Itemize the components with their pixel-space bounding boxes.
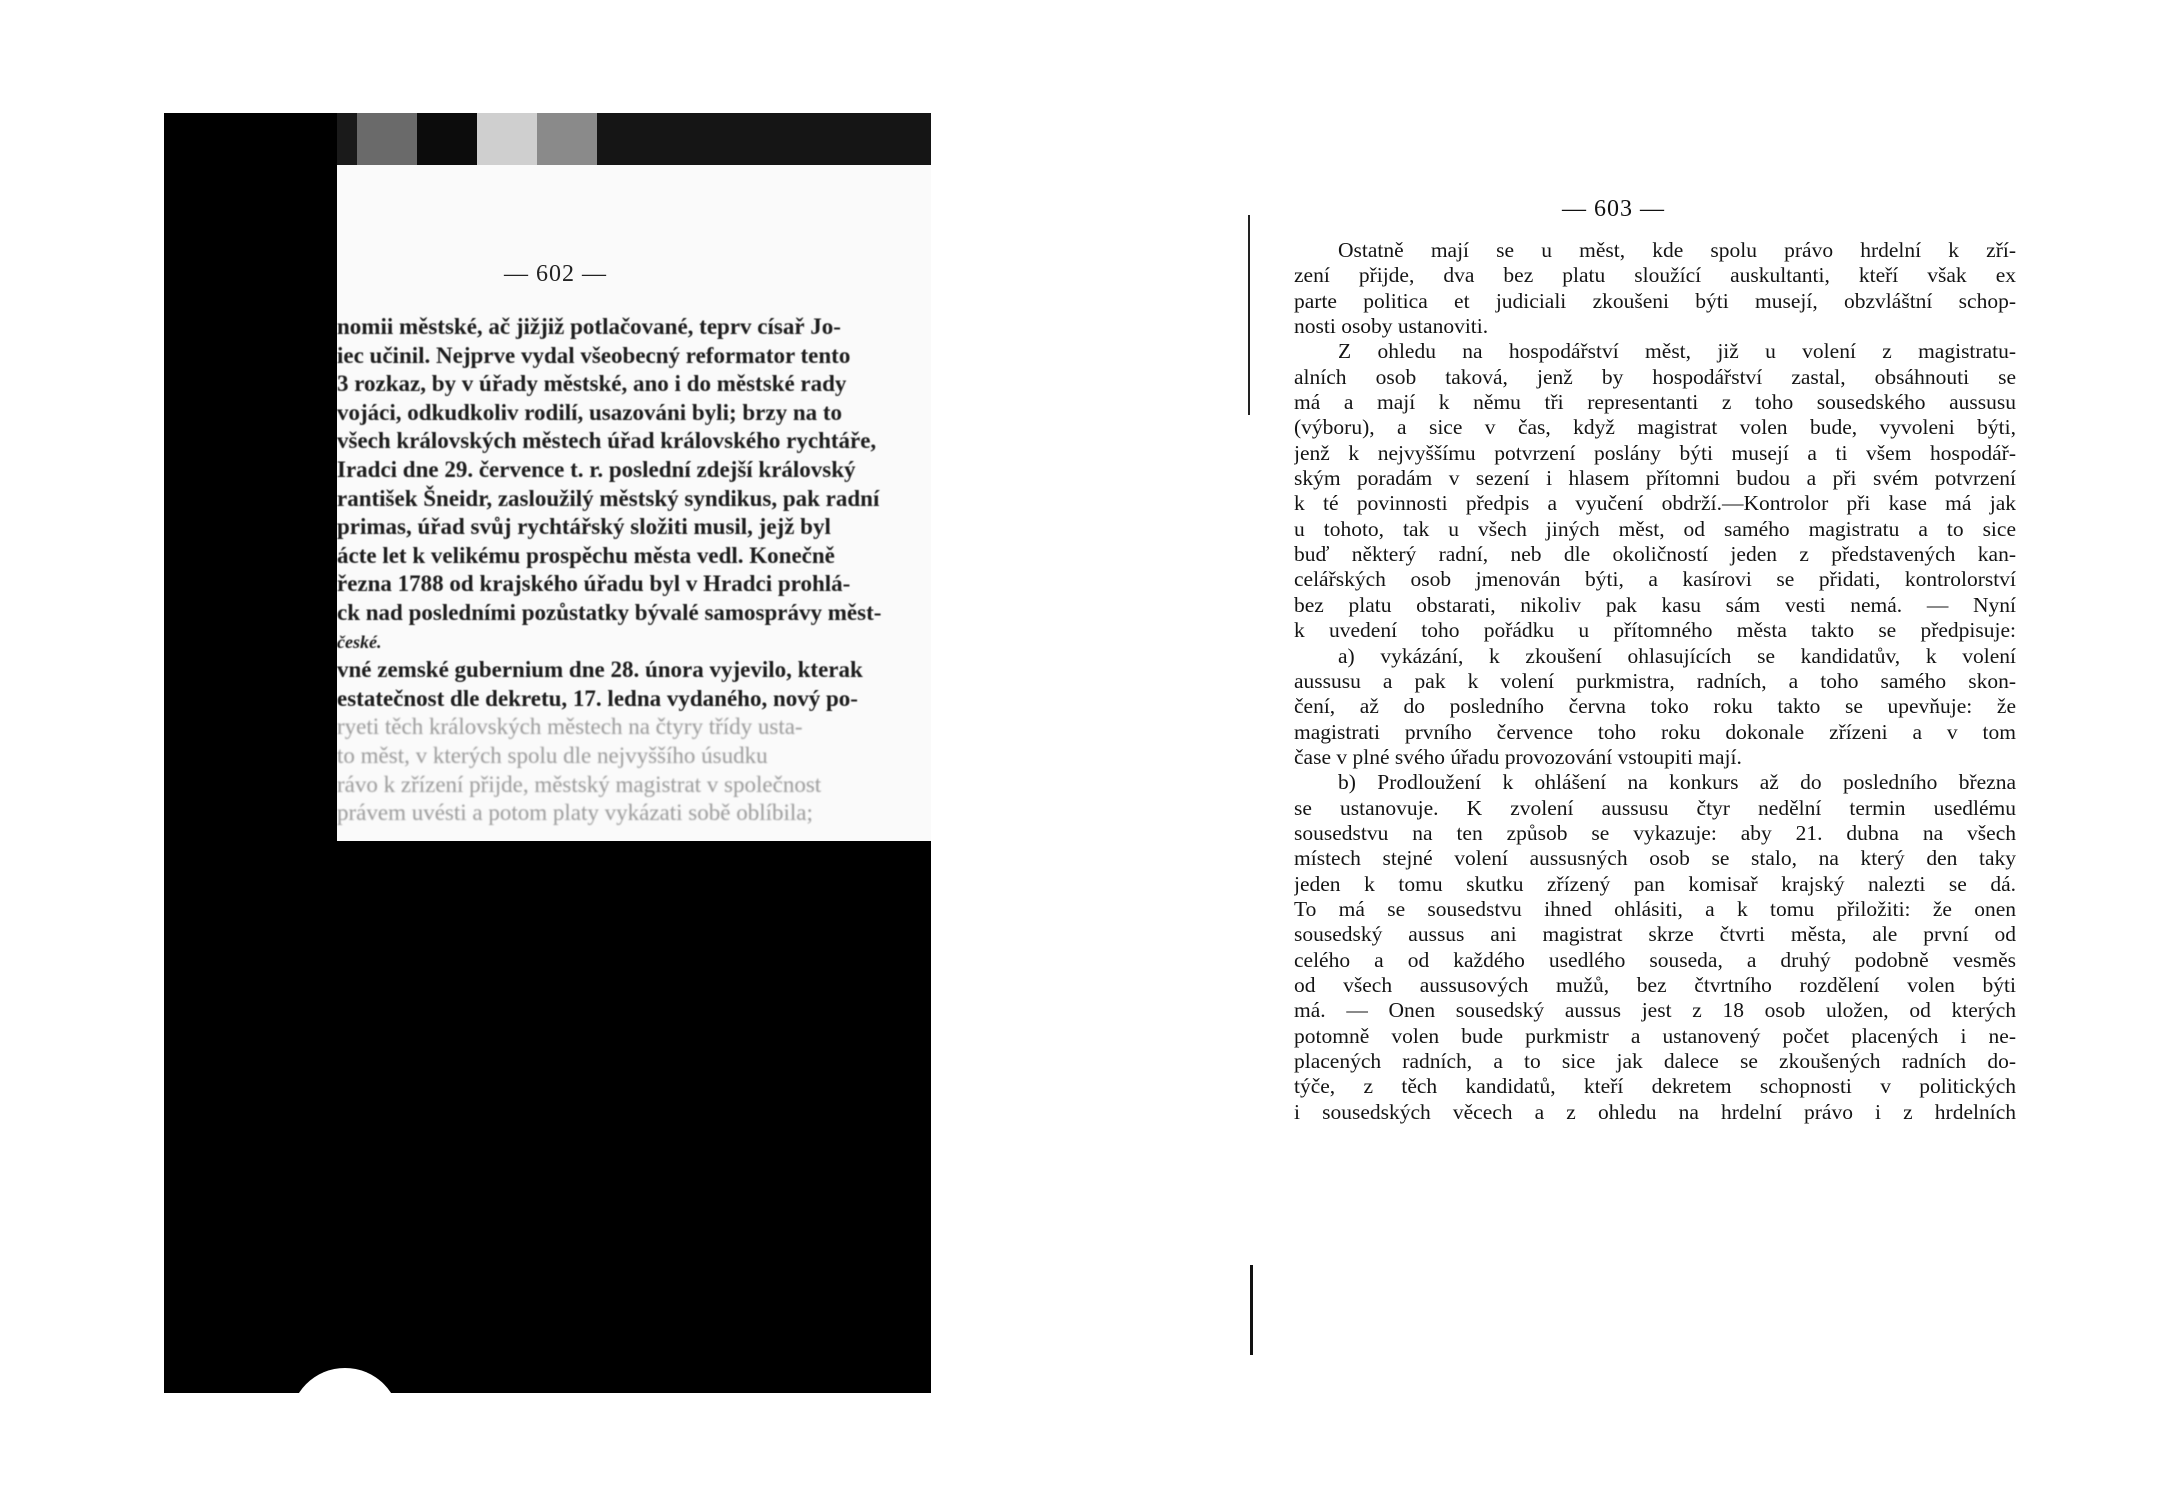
- left-text-line: české.: [337, 631, 382, 652]
- left-text-line: všech královských městech úřad královského rychtáře,: [337, 428, 877, 454]
- right-text-line: celářských osob jmenován býti, a kasírovi se přidati, kontrolorství: [1294, 567, 2016, 592]
- left-page: [337, 165, 931, 841]
- right-text-line: nosti osoby ustanoviti.: [1294, 314, 1489, 339]
- left-text-line: ácte let k velikému prospěchu města vedl. Konečně: [337, 542, 835, 568]
- right-text-line: má. — Onen sousedský aussus jest z 18 osob uložen, od kterých: [1294, 998, 2016, 1023]
- right-text-line: čení, až do posledního června toko roku takto se upevňuje: že: [1294, 694, 2016, 719]
- right-text-line: jeden k tomu skutku zřízený pan komisař krajský nalezti se dá.: [1294, 871, 2016, 896]
- right-text-line: se ustanovuje. K zvolení aussusu čtyr nedělní termin usedlému: [1294, 795, 2016, 820]
- left-text-line: 3 rozkaz, by v úřady městské, ano i do městské rady: [337, 371, 847, 397]
- left-page-text: [337, 313, 931, 828]
- left-text-line: estatečnost dle dekretu, 17. ledna vydaného, nový po-: [337, 685, 858, 711]
- right-text-line: a) vykázání, k zkoušení ohlasujících se kandidatův, k volení: [1338, 643, 2016, 668]
- right-page-number: — 603 —: [1562, 196, 1665, 222]
- right-text-line: aussusu a pak k volení purkmistra, radních, a toho samého skon-: [1294, 668, 2016, 693]
- right-text-line: u tohoto, tak u všech jiných měst, od samého magistratu a to sice: [1294, 516, 2016, 541]
- right-text-line: k uvedení toho pořádku u přítomného města takto se předpisuje:: [1294, 618, 2016, 643]
- right-page-text: [1294, 238, 2016, 1238]
- left-text-line: primas, úřad svůj rychtářský složiti musil, jejž byl: [337, 514, 831, 540]
- right-text-line: potomně volen bude purkmistr a ustanovený počet placených i ne-: [1294, 1023, 2016, 1048]
- left-page-top-strip: [337, 113, 931, 165]
- right-text-line: Ostatně mají se u měst, kde spolu právo hrdelní k zří-: [1338, 238, 2016, 262]
- right-text-line: celého a od každého usedlého souseda, a druhý podobně vesměs: [1294, 947, 2016, 972]
- right-text-line: k té povinnosti předpis a vyučení obdrží.—Kontrolor při kase má jak: [1294, 491, 2016, 516]
- page-edge-mark: [1248, 215, 1250, 415]
- left-text-line: rávo k zřízení přijde, městský magistrat v společnost: [337, 771, 822, 797]
- right-text-line: (výboru), a sice v čas, když magistrat volen bude, vyvoleni býti,: [1294, 415, 2016, 440]
- left-text-line: rantišek Šneidr, zasloužilý městský syndikus, pak radní: [337, 485, 880, 511]
- right-text-line: bez platu obstarati, nikoliv pak kasu sám vesti nemá. — Nyní: [1294, 592, 2016, 617]
- left-text-line: Iradci dne 29. července t. r. poslední zdejší královský: [337, 456, 856, 482]
- right-text-line: To má se sousedstvu ihned ohlásiti, a k tomu přiložiti: že onen: [1294, 896, 2016, 921]
- right-text-line: sousedstvu na ten způsob se vykazuje: aby 21. dubna na všech: [1294, 820, 2016, 845]
- right-text-line: jenž k nejvyššímu potvrzení poslány býti musejí a ti všem hospodář-: [1294, 440, 2016, 465]
- right-text-line: ským poradám v sezení i hlasem přítomni budou a při svém potvrzení: [1294, 466, 2016, 491]
- left-text-line: řezna 1788 od krajského úřadu byl v Hradci prohlá-: [337, 571, 851, 597]
- left-text-line: vné zemské gubernium dne 28. února vyjevilo, kterak: [337, 657, 863, 683]
- right-text-line: i sousedských věcech a z ohledu na hrdelní právo i z hrdelních: [1294, 1099, 2016, 1124]
- page-edge-mark: [1250, 1265, 1253, 1355]
- left-page-number: — 602 —: [504, 261, 607, 287]
- right-text-line: alních osob taková, jenž by hospodářství zastal, obsáhnouti se: [1294, 364, 2016, 389]
- left-text-line: vojáci, odkudkoliv rodilí, usazováni byli; brzy na to: [337, 399, 843, 425]
- right-text-line: místech stejné volení aussusných osob se stalo, na který den taky: [1294, 846, 2016, 871]
- left-text-line: iec učinil. Nejprve vydal všeobecný reformator tento: [337, 342, 851, 368]
- right-text-line: b) Prodloužení k ohlášení na konkurs až do posledního března: [1338, 770, 2016, 795]
- left-text-line: právem uvésti a potom platy vykázati sobě oblíbila;: [337, 800, 813, 826]
- right-text-line: zení přijde, dva bez platu sloužící auskultanti, kteří však ex: [1294, 263, 2016, 288]
- right-text-line: čase v plné svého úřadu provozování vstoupiti mají.: [1294, 744, 1742, 769]
- right-text-line: od všech aussusových mužů, bez čtvrtního rozdělení volen býti: [1294, 972, 2016, 997]
- left-text-line: ck nad posledními pozůstatky bývalé samosprávy měst-: [337, 599, 882, 625]
- right-text-line: placených radních, a to sice jak dalece se zkoušených radních do-: [1294, 1049, 2016, 1073]
- left-text-line: to měst, v kterých spolu dle nejvyššího úsudku: [337, 742, 768, 768]
- right-text-line: týče, z těch kandidatů, kteří dekretem schopnosti v politických: [1294, 1074, 2016, 1099]
- right-text-line: buď některý radní, neb dle okoličností jeden z představených kan-: [1294, 542, 2016, 567]
- right-text-line: parte politica et judiciali zkoušeni býti musejí, obzvláštní schop-: [1294, 288, 2016, 313]
- right-text-line: má a mají k němu tři representanti z toho sousedského aussusu: [1294, 390, 2016, 415]
- right-text-line: magistrati prvního července toho roku dokonale zřízeni a v tom: [1294, 719, 2016, 744]
- right-text-line: Z ohledu na hospodářství měst, již u volení z magistratu-: [1338, 339, 2016, 364]
- right-text-line: sousedský aussus ani magistrat skrze čtvrti města, ale první od: [1294, 922, 2016, 947]
- left-text-line: ryeti těch královských městech na čtyry třídy usta-: [337, 714, 803, 740]
- left-text-line: nomii městské, ač jižjiž potlačované, teprv císař Jo-: [337, 314, 841, 339]
